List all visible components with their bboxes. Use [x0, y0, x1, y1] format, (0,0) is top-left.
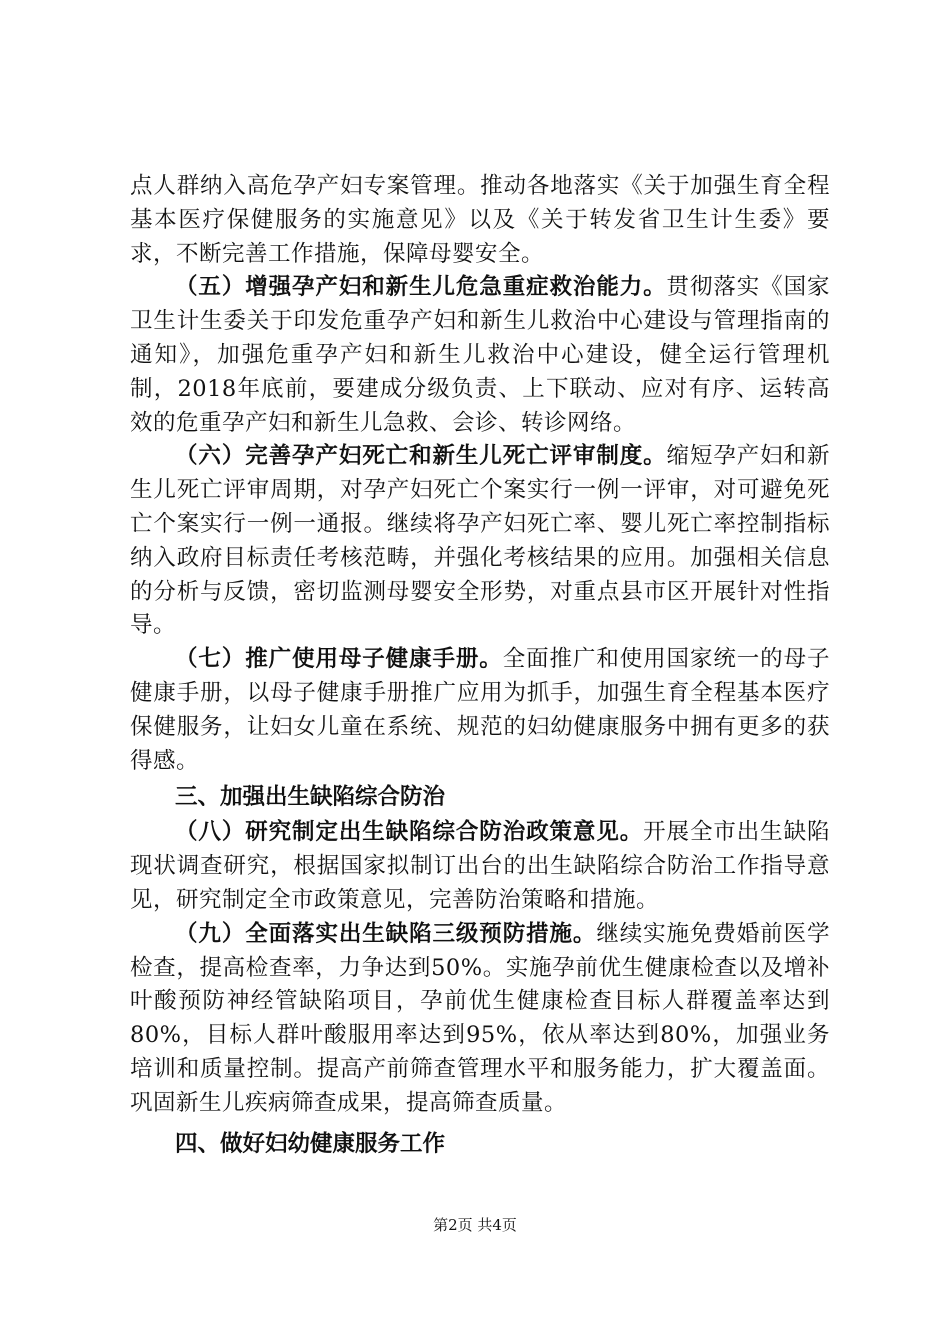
paragraph-lead: （五）增强孕产妇和新生儿危急重症救治能力。: [175, 274, 667, 301]
paragraph-item-8: [130, 816, 830, 917]
paragraph-item-6: [130, 440, 830, 643]
paragraph-lead: （六）完善孕产妇死亡和新生儿死亡评审制度。: [175, 443, 667, 470]
section-heading-4: 四、做好妇幼健康服务工作: [175, 1130, 446, 1157]
page-number-footer: 第2页 共4页: [433, 1216, 517, 1234]
paragraph-text: 缩短孕产妇和新生儿死亡评审周期，对孕产妇死亡个案实行一例一评审，对可避免死亡个案实行一例一通报。继续将孕产妇死亡率、婴儿死亡率控制指标纳入政府目标责任考核范畴，并强化考核结果的应用。加强相关信息的分析与反馈，密切监测母婴安全形势，对重点县市区开展针对性指导。: [130, 443, 830, 639]
paragraph-item-5: [130, 271, 830, 440]
document-body: [130, 170, 830, 1163]
paragraph-item-9: [130, 918, 830, 1121]
paragraph-text: 点人群纳入高危孕产妇专案管理。推动各地落实《关于加强生育全程基本医疗保健服务的实施意见》以及《关于转发省卫生计生委》要求，不断完善工作措施，保障母婴安全。: [130, 173, 830, 267]
section-heading-3: 三、加强出生缺陷综合防治: [175, 784, 446, 811]
paragraph-text: 全面推广和使用国家统一的母子健康手册，以母子健康手册推广应用为抓手，加强生育全程基本医疗保健服务，让妇女儿童在系统、规范的妇幼健康服务中拥有更多的获得感。: [130, 646, 830, 774]
paragraph-lead: （九）全面落实出生缺陷三级预防措施。: [175, 920, 597, 947]
paragraph-item-7: [130, 643, 830, 778]
paragraph-text: 开展全市出生缺陷现状调查研究，根据国家拟制订出台的出生缺陷综合防治工作指导意见，研究制定全市政策意见，完善防治策略和措施。: [130, 819, 830, 913]
paragraph-text: 继续实施免费婚前医学检查，提高检查率，力争达到50%。实施孕前优生健康检查以及增补叶酸预防神经管缺陷项目，孕前优生健康检查目标人群覆盖率达到80%，目标人群叶酸服用率达到95%，依从率达到80%，加强业务培训和质量控制。提高产前筛查管理水平和服务能力，扩大覆盖面。巩固新生儿疾病筛查成果，提高筛查质量。: [130, 920, 830, 1116]
paragraph-continuation: [130, 170, 830, 271]
paragraph-text: 贯彻落实《国家卫生计生委关于印发危重孕产妇和新生儿救治中心建设与管理指南的通知》，加强危重孕产妇和新生儿救治中心建设，健全运行管理机制，2018年底前，要建成分级负责、上下联动、应对有序、运转高效的危重孕产妇和新生儿急救、会诊、转诊网络。: [130, 274, 830, 436]
paragraph-lead: （八）研究制定出生缺陷综合防治政策意见。: [175, 819, 644, 846]
paragraph-lead: （七）推广使用母子健康手册。: [175, 646, 503, 673]
